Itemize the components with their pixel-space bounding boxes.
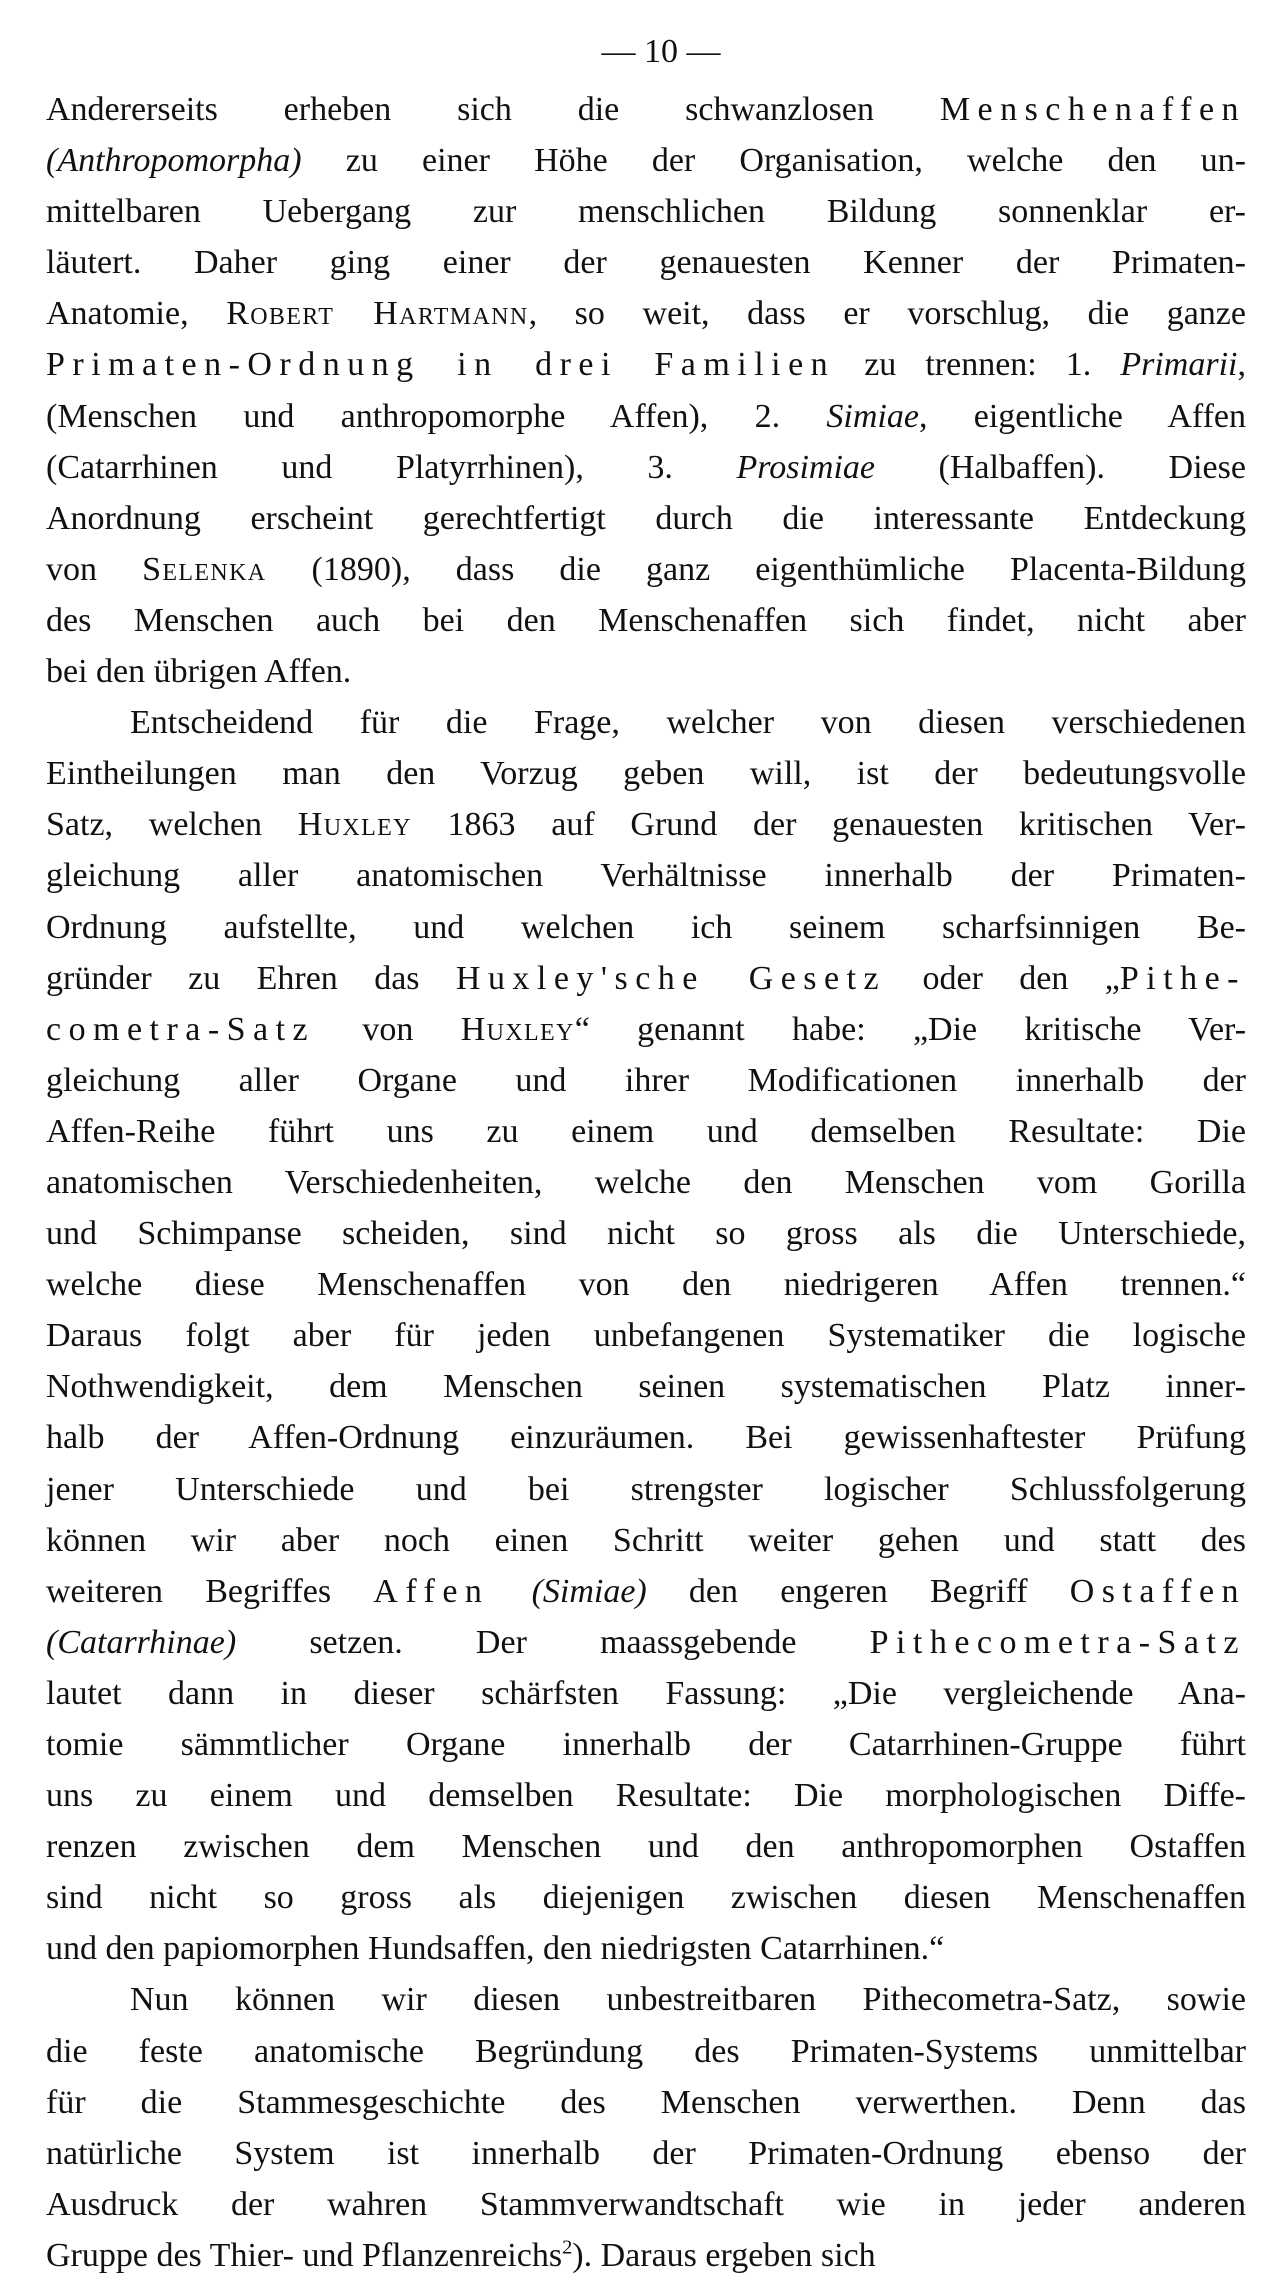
text-run: (Simiae): [531, 1572, 647, 1610]
text-run: natürliche System ist innerhalb der Primaten-Ordnung ebenso der: [46, 2134, 1246, 2172]
text-line: [46, 595, 1246, 646]
text-line: [46, 1055, 1246, 1106]
text-run: Gruppe des Thier- und Pflanzenreichs: [46, 2236, 563, 2274]
text-line: [46, 442, 1246, 493]
text-run: (Catarrhinen und Platyrrhinen), 3.: [46, 448, 737, 486]
text-line: [46, 84, 1246, 135]
text-run: [489, 1573, 531, 1610]
text-line: [46, 1157, 1246, 1208]
text-line: [46, 1617, 1246, 1668]
text-run: und den papiomorphen Hundsaffen, den niedrigsten Catarrhinen.“: [46, 1930, 945, 1968]
text-run: anatomischen Verschiedenheiten, welche den Menschen vom Gorilla: [46, 1163, 1246, 1201]
text-run: den engeren Begriff: [646, 1572, 1070, 1610]
text-run: Huxley'sche Gesetz: [455, 959, 887, 997]
text-line: [46, 1668, 1246, 1719]
text-line: [46, 391, 1246, 442]
text-run: , so weit, dass er vorschlug, die ganze: [528, 295, 1246, 333]
text-run: Huxley: [460, 1010, 575, 1048]
text-line: [46, 1821, 1246, 1872]
text-run: gleichung aller Organe und ihrer Modificationen innerhalb der: [46, 1061, 1246, 1099]
text-run: Satz, welchen: [46, 806, 298, 844]
footnote-marker: 2: [562, 2236, 573, 2259]
text-run: jener Unterschiede und bei strengster logischer Schlussfolgerung: [46, 1470, 1246, 1508]
text-run: , eigentliche Affen: [918, 397, 1246, 435]
text-run: bei den übrigen Affen.: [46, 653, 352, 691]
text-run: von: [46, 550, 143, 588]
text-line: [46, 493, 1246, 544]
text-run: halb der Affen-Ordnung einzuräumen. Bei gewissenhaftester Prüfung: [46, 1419, 1246, 1457]
text-run: zu trennen: 1.: [835, 346, 1121, 384]
text-run: Primaten-Ordnung in drei Familien: [46, 346, 836, 384]
text-run: gleichung aller anatomischen Verhältnisse innerhalb der Primaten-: [46, 857, 1246, 895]
text-run: Simiae: [826, 397, 919, 435]
text-run: gründer zu Ehren das: [46, 959, 456, 997]
text-run: Robert Hartmann: [226, 295, 529, 333]
text-run: Menschenaffen: [939, 91, 1246, 128]
text-line: [46, 2230, 1246, 2281]
text-line: [46, 748, 1246, 799]
text-run: Ausdruck der wahren Stammverwandtschaft wie in jeder anderen: [46, 2185, 1246, 2223]
text-line: [46, 850, 1246, 901]
text-run: Huxley: [297, 806, 412, 844]
text-run: Selenka: [142, 550, 267, 588]
text-line: [46, 237, 1246, 288]
text-run: des Menschen auch bei den Menschenaffen sich findet, nicht aber: [46, 601, 1246, 639]
text-run: Nothwendigkeit, dem Menschen seinen systematischen Platz inner-: [46, 1368, 1246, 1406]
text-run: (Anthropomorpha): [46, 142, 302, 180]
text-run: die feste anatomische Begründung des Primaten-Systems unmittelbar: [46, 2032, 1246, 2070]
text-run: von: [315, 1010, 461, 1048]
text-line: [46, 288, 1246, 339]
book-page: [46, 30, 1246, 2281]
text-run: cometra-Satz: [46, 1010, 316, 1048]
text-line: [46, 953, 1246, 1004]
text-line: [46, 646, 1246, 697]
text-run: Ostaffen: [1069, 1572, 1247, 1610]
text-line: [46, 1719, 1246, 1770]
text-line: [46, 1872, 1246, 1923]
paragraph: [46, 84, 1246, 697]
text-run: (Halbaffen). Diese: [874, 448, 1246, 486]
text-run: Anordnung erscheint gerechtfertigt durch die interessante Entdeckung: [46, 499, 1246, 537]
text-run: (Menschen und anthropomorphe Affen), 2.: [46, 397, 827, 435]
text-run: renzen zwischen dem Menschen und den anthropomorphen Ostaffen: [46, 1828, 1246, 1866]
text-run: oder den „: [886, 959, 1120, 997]
text-line: [46, 1106, 1246, 1157]
text-run: welche diese Menschenaffen von den niedrigeren Affen trennen.“: [46, 1266, 1246, 1304]
text-line: [46, 135, 1246, 186]
page-number: — 10 —: [601, 33, 721, 70]
text-run: können wir aber noch einen Schritt weiter gehen und statt des: [46, 1521, 1246, 1559]
text-line: [46, 1923, 1246, 1974]
text-run: Daraus folgt aber für jeden unbefangenen Systematiker die logische: [46, 1317, 1246, 1355]
text-run: “ genannt habe: „Die kritische Ver-: [574, 1010, 1247, 1048]
text-run: 1863 auf Grund der genauesten kritischen Ver-: [411, 806, 1246, 844]
text-line: [46, 1361, 1246, 1412]
text-line: [46, 1515, 1246, 1566]
body-text: [46, 84, 1246, 2281]
text-line: [46, 2128, 1246, 2179]
text-run: ). Daraus ergeben sich: [572, 2236, 876, 2274]
text-run: ,: [1237, 346, 1246, 384]
text-line: [46, 2077, 1246, 2128]
text-run: Ordnung aufstellte, und welchen ich seinem scharfsinnigen Be-: [46, 908, 1246, 946]
text-line: [46, 2026, 1246, 2077]
text-run: (Catarrhinae): [46, 1623, 237, 1661]
text-run: Anatomie,: [46, 295, 227, 333]
text-line: [46, 1208, 1246, 1259]
text-run: (1890), dass die ganz eigenthümliche Placenta-Bildung: [266, 550, 1246, 588]
text-run: Affen: [373, 1572, 490, 1610]
text-run: Eintheilungen man den Vorzug geben will, ist der bedeutungsvolle: [46, 755, 1246, 793]
text-run: Affen-Reihe führt uns zu einem und demselben Resultate: Die: [46, 1112, 1246, 1150]
text-run: Prosimiae: [736, 448, 875, 486]
text-line: [46, 1464, 1246, 1515]
text-line: [46, 186, 1246, 237]
text-line: [46, 1566, 1246, 1617]
text-line: [46, 799, 1246, 850]
text-run: Nun können wir diesen unbestreitbaren Pithecometra-Satz, sowie: [130, 1981, 1246, 2019]
text-line: [46, 1310, 1246, 1361]
text-run: sind nicht so gross als diejenigen zwischen diesen Menschenaffen: [46, 1879, 1246, 1917]
text-line: [46, 1259, 1246, 1310]
paragraph: [46, 1974, 1246, 2281]
text-run: weiteren Begriffes: [46, 1572, 374, 1610]
text-line: [46, 1412, 1246, 1463]
text-line: [46, 1004, 1246, 1055]
text-run: läutert. Daher ging einer der genauesten Kenner der Primaten-: [46, 244, 1246, 282]
text-line: [46, 1974, 1246, 2025]
text-line: [46, 544, 1246, 595]
text-run: Andererseits erheben sich die schwanzlosen: [46, 91, 940, 128]
text-line: [46, 1770, 1246, 1821]
text-line: [46, 339, 1246, 390]
text-run: Pithecometra-Satz: [869, 1623, 1246, 1661]
text-run: uns zu einem und demselben Resultate: Die morphologischen Diffe-: [46, 1777, 1246, 1815]
text-run: Entscheidend für die Frage, welcher von diesen verschiedenen: [130, 704, 1246, 742]
text-run: zu einer Höhe der Organisation, welche den un-: [301, 142, 1246, 180]
paragraph: [46, 697, 1246, 1974]
text-run: lautet dann in dieser schärfsten Fassung: „Die vergleichende Ana-: [46, 1674, 1246, 1712]
text-run: für die Stammesgeschichte des Menschen verwerthen. Denn das: [46, 2083, 1246, 2121]
text-run: mittelbaren Uebergang zur menschlichen Bildung sonnenklar er-: [46, 193, 1246, 231]
text-run: setzen. Der maassgebende: [236, 1623, 870, 1661]
text-run: Primarii: [1120, 346, 1238, 384]
text-line: [46, 2179, 1246, 2230]
text-line: [46, 697, 1246, 748]
text-run: Pithe-: [1119, 959, 1246, 997]
text-run: und Schimpanse scheiden, sind nicht so gross als die Unterschiede,: [46, 1215, 1246, 1253]
text-run: tomie sämmtlicher Organe innerhalb der Catarrhinen-Gruppe führt: [46, 1726, 1246, 1763]
text-line: [46, 902, 1246, 953]
